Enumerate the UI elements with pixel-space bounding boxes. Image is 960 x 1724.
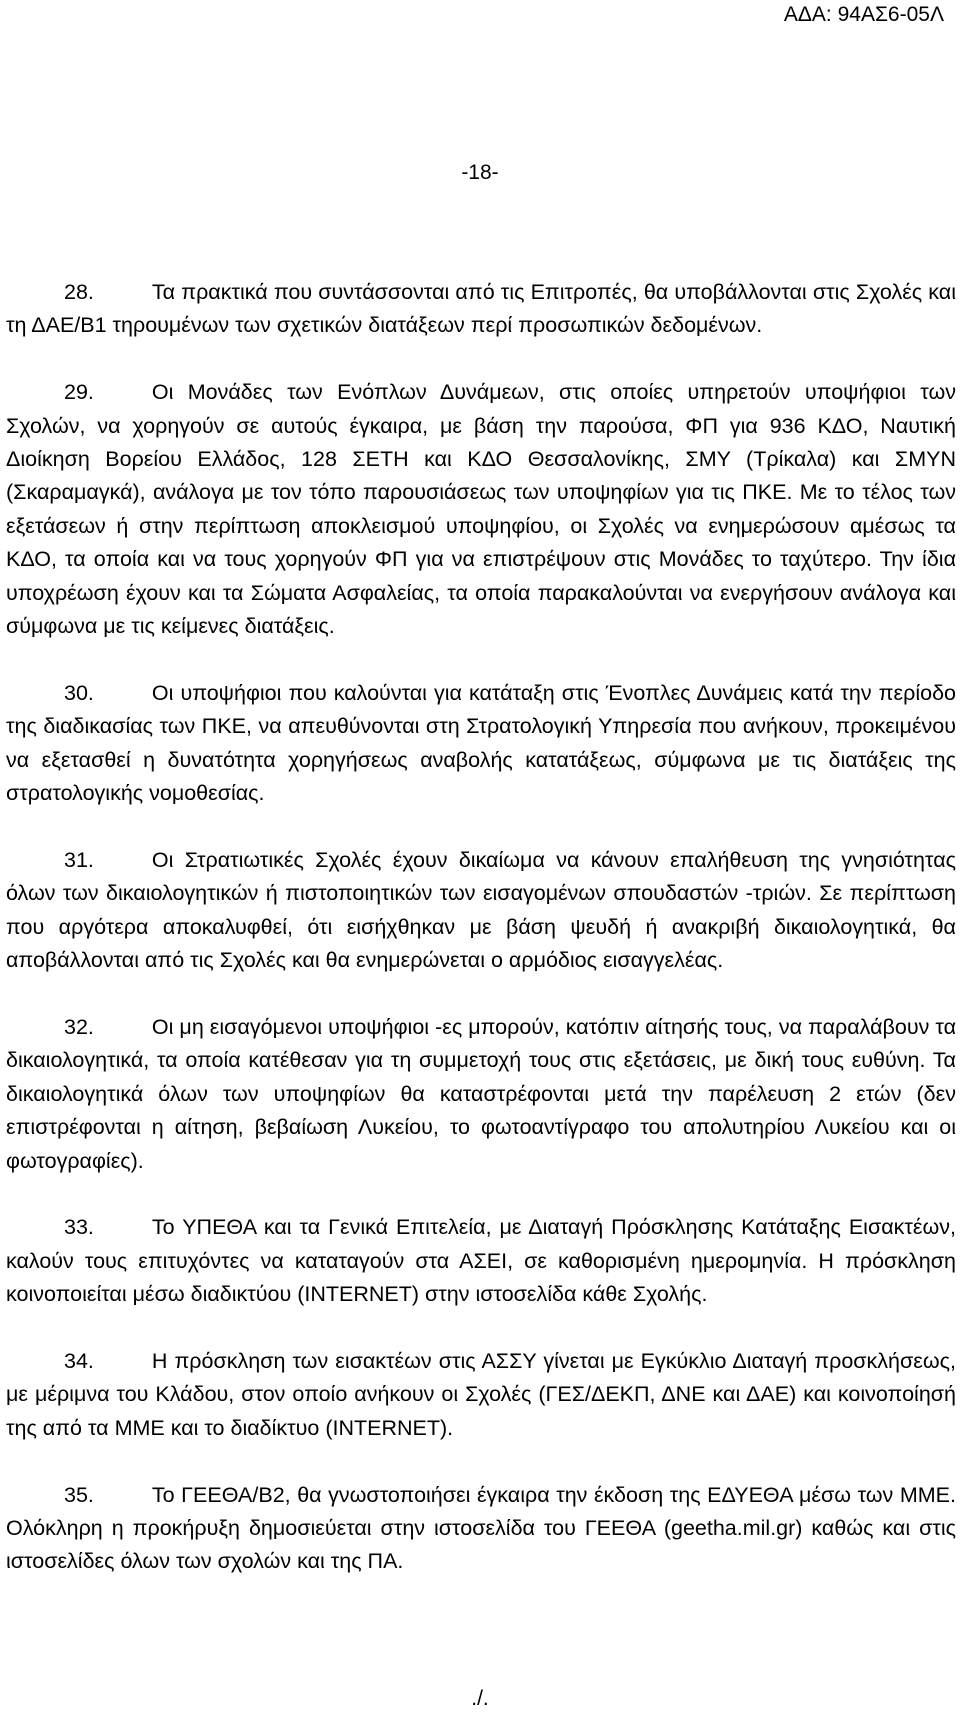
paragraph-text: Οι μη εισαγόμενοι υποψήφιοι -ες μπορούν, κατόπιν αίτησής τους, να παραλάβουν τα δικαιολογητικά, τα οποία κατέθεσαν για τη συμμετοχή τους στις εξετάσεις, με δική τους ευθύνη. Τα δικαιολογητικά όλων των υποψηφίων θα καταστρέφονται μετά την παρέλευση 2 ετών (δεν επιστρέφονται η αίτηση, βεβαίωση Λυκείου, το φωτοαντίγραφο του απολυτηρίου Λυκείου και οι φωτογραφίες). — [6, 1014, 956, 1173]
paragraph-35 — [6, 1479, 956, 1579]
paragraph-number: 35. — [64, 1482, 94, 1507]
paragraph-34 — [6, 1345, 956, 1445]
paragraph-29 — [6, 376, 956, 643]
paragraph-number: 34. — [64, 1348, 94, 1373]
paragraph-text: Το ΥΠΕΘΑ και τα Γενικά Επιτελεία, με Διαταγή Πρόσκλησης Κατάταξης Εισακτέων, καλούν τους επιτυχόντες να καταταγούν στα ΑΣΕΙ, σε καθορισμένη ημερομηνία. Η πρόσκληση κοινοποιείται μέσω διαδικτύου (INTERNET) στην ιστοσελίδα κάθε Σχολής. — [6, 1215, 956, 1307]
paragraph-text: Τα πρακτικά που συντάσσονται από τις Επιτροπές, θα υποβάλλονται στις Σχολές και τη ΔΑΕ/Β1 τηρουμένων των σχετικών διατάξεων περί προσωπικών δεδομένων. — [6, 280, 956, 338]
paragraph-number: 28. — [64, 280, 94, 304]
paragraph-text: Η πρόσκληση των εισακτέων στις ΑΣΣΥ γίνεται με Εγκύκλιο Διαταγή προσκλήσεως, με μέριμνα του Κλάδου, στον οποίο ανήκουν οι Σχολές (ΓΕΣ/ΔΕΚΠ, ΔΝΕ και ΔΑΕ) και κοινοποίησή της από τα ΜΜΕ και το διαδίκτυο (INTERNET). — [6, 1348, 956, 1440]
paragraph-28 — [6, 276, 956, 343]
paragraph-text: Οι Μονάδες των Ενόπλων Δυνάμεων, στις οποίες υπηρετούν υποψήφιοι των Σχολών, να χορηγούν σε αυτούς έγκαιρα, με βάση την παρούσα, ΦΠ για 936 ΚΔΟ, Ναυτική Διοίκηση Βορείου Ελλάδος, 128 ΣΕΤΗ και ΚΔΟ Θεσσαλονίκης, ΣΜΥ (Τρίκαλα) και ΣΜΥΝ (Σκαραμαγκά), ανάλογα με τον τόπο παρουσιάσεως των υποψηφίων για τις ΠΚΕ. Με το τέλος των εξετάσεων ή στην περίπτωση αποκλεισμού υποψηφίου, οι Σχολές να ενημερώσουν αμέσως τα ΚΔΟ, τα οποία και να τους χορηγούν ΦΠ για να επιστρέψουν στις Μονάδες το ταχύτερο. Την ίδια υποχρέωση έχουν και τα Σώματα Ασφαλείας, τα οποία παρακαλούνται να ενεργήσουν ανάλογα και σύμφωνα με τις κείμενες διατάξεις. — [6, 380, 956, 639]
document-ada-code: ΑΔΑ: 94ΑΣ6-05Λ — [783, 3, 944, 26]
end-mark: ./. — [471, 1687, 489, 1710]
paragraph-text: Το ΓΕΕΘΑ/Β2, θα γνωστοποιήσει έγκαιρα την έκδοση της ΕΔΥΕΘΑ μέσω των ΜΜΕ. Ολόκληρη η προκήρυξη δημοσιεύεται στην ιστοσελίδα του ΓΕΕΘΑ (geetha.mil.gr) καθώς και στις ιστοσελίδες όλων των σχολών και της ΠΑ. — [6, 1482, 956, 1574]
paragraph-32 — [6, 1011, 956, 1178]
paragraph-33 — [6, 1211, 956, 1311]
paragraph-number: 31. — [64, 847, 94, 872]
document-body — [6, 276, 956, 1579]
page-number: -18- — [461, 161, 499, 184]
paragraph-number: 30. — [64, 680, 94, 705]
paragraph-text: Οι υποψήφιοι που καλούνται για κατάταξη στις Ένοπλες Δυνάμεις κατά την περίοδο της διαδικασίας των ΠΚΕ, να απευθύνονται στη Στρατολογική Υπηρεσία που ανήκουν, προκειμένου να εξετασθεί η δυνατότητα χορηγήσεως αναβολής κατατάξεως, σύμφωνα με τις διατάξεις της στρατολογικής νομοθεσίας. — [6, 680, 956, 806]
paragraph-30 — [6, 677, 956, 811]
paragraph-31 — [6, 844, 956, 978]
paragraph-number: 33. — [64, 1215, 94, 1240]
paragraph-number: 29. — [64, 380, 94, 405]
paragraph-number: 32. — [64, 1014, 94, 1039]
paragraph-text: Οι Στρατιωτικές Σχολές έχουν δικαίωμα να κάνουν επαλήθευση της γνησιότητας όλων των δικαιολογητικών ή πιστοποιητικών των εισαγομένων σπουδαστών -τριών. Σε περίπτωση που αργότερα αποκαλυφθεί, ότι εισήχθηκαν με βάση ψευδή ή ανακριβή δικαιολογητικά, θα αποβάλλονται από τις Σχολές και θα ενημερώνεται ο αρμόδιος εισαγγελέας. — [6, 847, 956, 973]
